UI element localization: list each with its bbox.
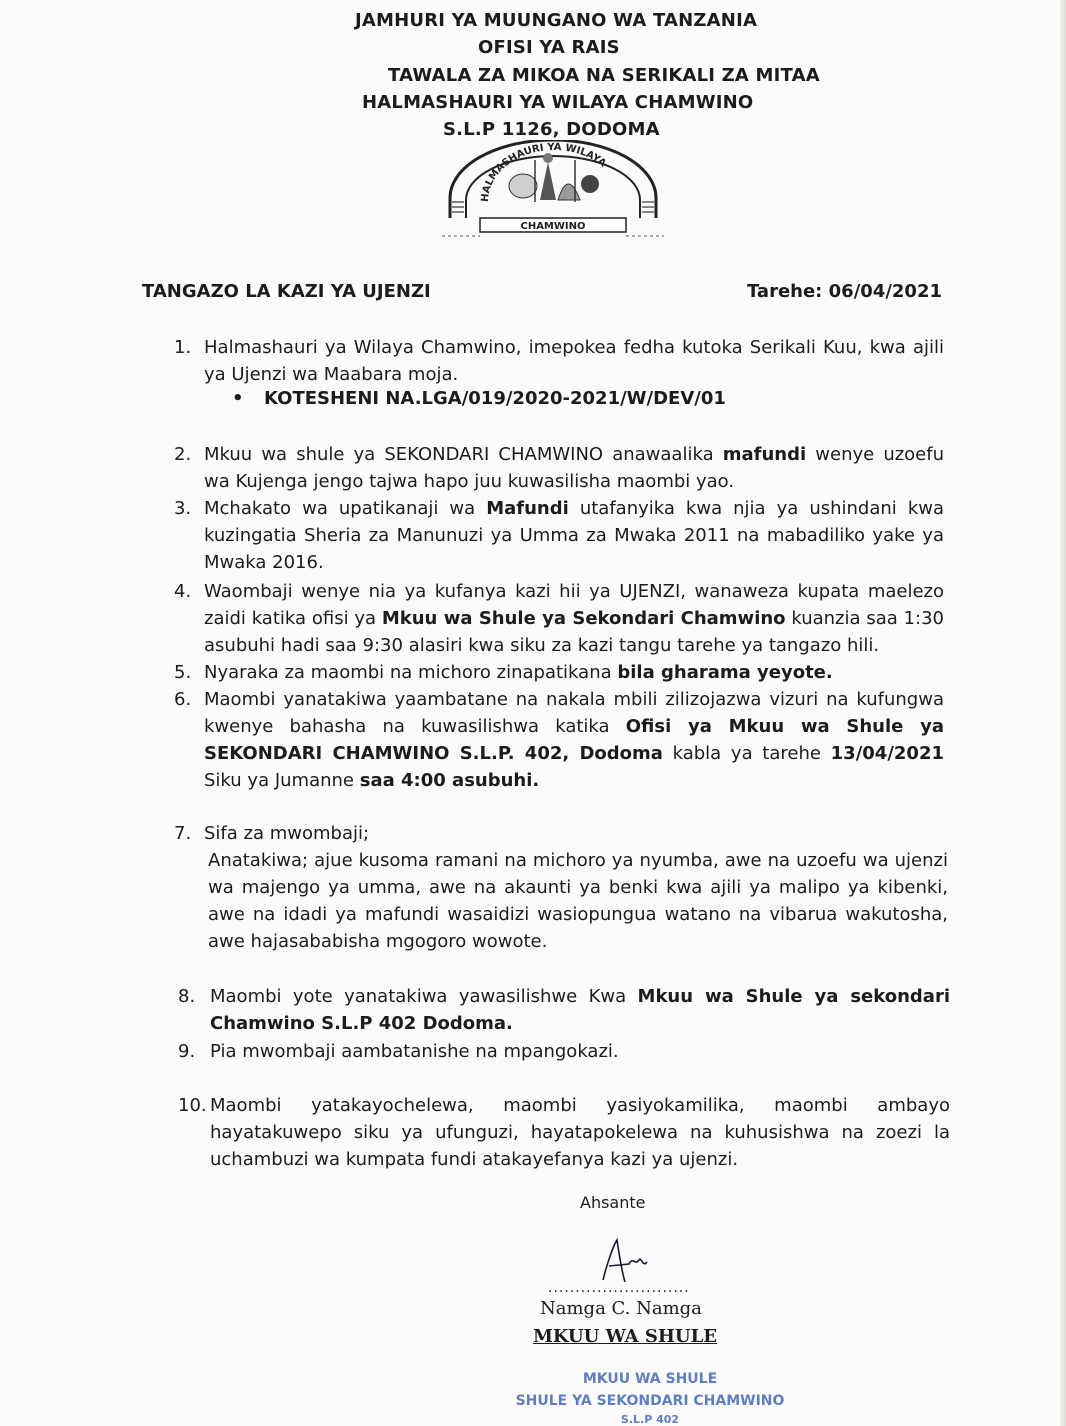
item-4-text: Waombaji wenye nia ya kufanya kazi hii ya UJENZI, wanaweza kupata maelezo zaidi katika ofisi ya Mkuu wa Shule ya Sekondari Chamwino kuanzia saa 1:30 asubuhi hadi saa 9:30 alasiri kwa siku za kazi tangu tarehe ya tangazo hili.: [204, 581, 944, 656]
item-number: 4.: [174, 581, 192, 602]
official-stamp: [480, 1365, 820, 1426]
item-6-text: Maombi yanatakiwa yaambatane na nakala mbili zilizojazwa vizuri na kufungwa kwenye bahasha na kuwasilishwa katika Ofisi ya Mkuu wa Shule ya SEKONDARI CHAMWINO S.L.P. 402, Dodoma kabla ya tarehe 13/04/2021 Siku ya Jumanne saa 4:00 asubuhi.: [204, 689, 944, 791]
announcement-title: TANGAZO LA KAZI YA UJENZI: [142, 281, 431, 302]
signatory-name: Namga C. Namga: [540, 1298, 702, 1319]
item-9-text: Pia mwombaji aambatanishe na mpangokazi.: [210, 1041, 619, 1062]
item-2-text: Mkuu wa shule ya SEKONDARI CHAMWINO anawaalika mafundi wenye uzoefu wa Kujenga jengo tajwa hapo juu kuwasilisha maombi yao.: [204, 444, 945, 492]
item-1-text: Halmashauri ya Wilaya Chamwino, imepokea fedha kutoka Serikali Kuu, kwa ajili ya Ujenzi wa Maabara moja.: [204, 337, 944, 385]
signature-line: ..........................: [548, 1280, 690, 1296]
item-number: 8.: [178, 986, 196, 1007]
announcement-date: Tarehe: 06/04/2021: [746, 281, 942, 302]
item-5-text: Nyaraka za maombi na michoro zinapatikana bila gharama yeyote.: [204, 662, 833, 683]
quotation-number: [232, 388, 726, 409]
header-council: HALMASHAURI YA WILAYA CHAMWINO: [362, 92, 754, 113]
item-8-text: Maombi yote yanatakiwa yawasilishwe Kwa Mkuu wa Shule ya sekondari Chamwino S.L.P 402 Dodoma.: [210, 986, 951, 1034]
header-ministry: TAWALA ZA MIKOA NA SERIKALI ZA MITAA: [388, 65, 820, 86]
item-number: 2.: [174, 444, 192, 465]
signature-image: [595, 1236, 655, 1286]
council-crest-logo: [440, 140, 666, 240]
crest-arc-text: HALMASHAURI YA WILAYA: [479, 141, 608, 203]
item-7-text: Anatakiwa; ajue kusoma ramani na michoro ya nyumba, awe na uzoefu wa ujenzi wa majengo ya umma, awe na akaunti ya benki kwa ajili ya malipo ya kibenki, awe na idadi ya mafundi wasaidizi wasiopungua watano na vibarua wakutosha, awe hajasababisha mgogoro wowote.: [208, 850, 948, 952]
closing-thanks: Ahsante: [580, 1193, 646, 1212]
bullet-icon: •: [232, 388, 244, 409]
stamp-line-3: S.L.P 402: [620, 1413, 680, 1426]
header-country: JAMHURI YA MUUNGANO WA TANZANIA: [355, 10, 758, 31]
header-address: S.L.P 1126, DODOMA: [443, 119, 660, 140]
signatory-title: MKUU WA SHULE: [533, 1326, 717, 1347]
item-10-text: Maombi yatakayochelewa, maombi yasiyokamilika, maombi ambayo hayatakuwepo siku ya ufunguzi, hayatapokelewa na kuhusishwa na zoezi la uchambuzi wa kumpata fundi atakayefanya kazi ya ujenzi.: [210, 1095, 950, 1170]
item-number: 10.: [178, 1095, 207, 1116]
item-7-heading: Sifa za mwombaji;: [204, 823, 370, 844]
page-edge: [1060, 0, 1066, 1426]
item-number: 9.: [178, 1041, 196, 1062]
item-3-text: Mchakato wa upatikanaji wa Mafundi utafanyika kwa njia ya ushindani kwa kuzingatia Sheria za Manunuzi ya Umma za Mwaka 2011 na mabadiliko yake ya Mwaka 2016.: [204, 498, 944, 573]
item-number: 1.: [174, 337, 192, 358]
item-number: 6.: [174, 689, 192, 710]
item-number: 3.: [174, 498, 192, 519]
crest-banner-text: CHAMWINO: [520, 221, 586, 232]
item-number: 5.: [174, 662, 192, 683]
header-office: OFISI YA RAIS: [478, 37, 620, 58]
item-number: 7.: [174, 823, 192, 844]
stamp-line-2: SHULE YA SEKONDARI CHAMWINO: [515, 1393, 785, 1409]
stamp-line-1: MKUU WA SHULE: [582, 1371, 718, 1387]
quotation-number-text: KOTESHENI NA.LGA/019/2020-2021/W/DEV/01: [264, 388, 726, 409]
